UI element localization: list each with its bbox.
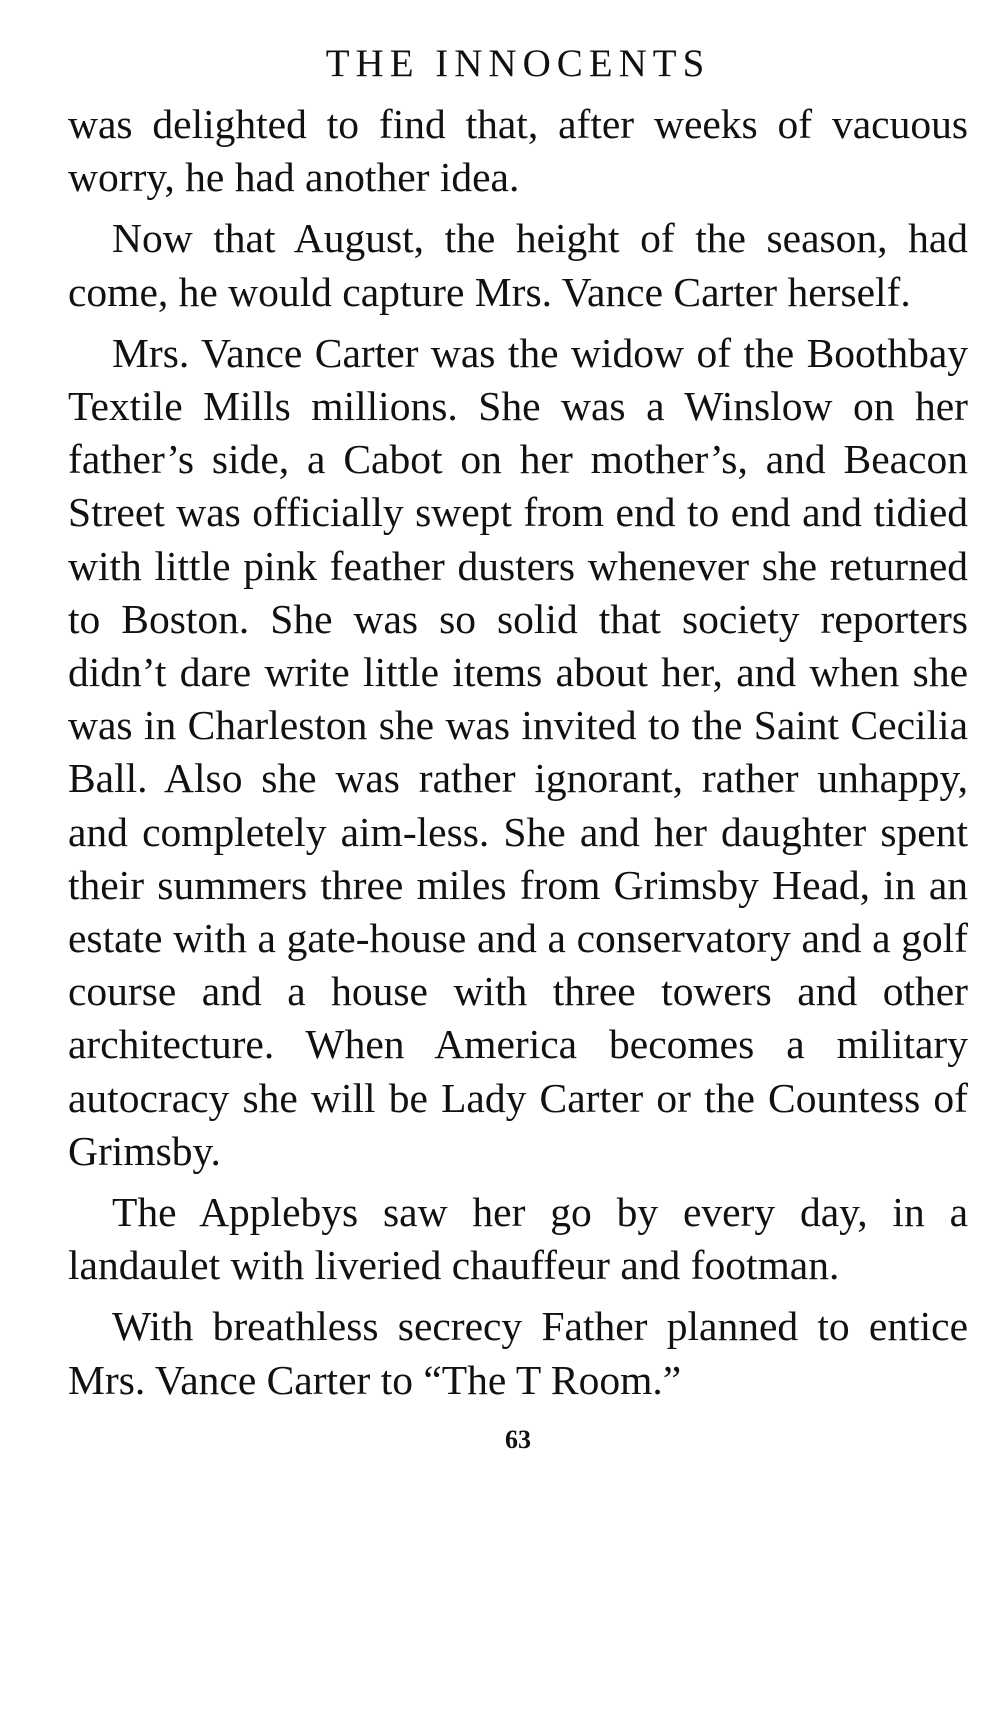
paragraph: With breathless secrecy Father planned to entice Mrs. Vance Carter to “The T Room.” [68, 1303, 968, 1403]
paragraph: The Applebys saw her go by every day, in a landaulet with liveried chauffeur and footman. [68, 1189, 968, 1289]
running-head: THE INNOCENTS [325, 42, 711, 85]
body-text [68, 98, 968, 1407]
paragraph: Now that August, the height of the season, had come, he would capture Mrs. Vance Carter herself. [68, 215, 968, 315]
paragraph-continuation: was delighted to find that, after weeks of vacuous worry, he had another idea. [68, 101, 968, 201]
page-number: 63 [505, 1424, 531, 1454]
paragraph: Mrs. Vance Carter was the widow of the Boothbay Textile Mills millions. She was a Winslow on her father’s side, a Cabot on her mother’s, and Beacon Street was officially swept from end to end and tidied with little pink feather dusters whenever she returned to Boston. She was so solid that society reporters didn’t dare write little items about her, and when she was in Charleston she was invited to the Saint Cecilia Ball. Also she was rather ignorant, rather unhappy, and completely aim-less. She and her daughter spent their summers three miles from Grimsby Head, in an estate with a gate-house and a conservatory and a golf course and a house with three towers and other architecture. When America becomes a military autocracy she will be Lady Carter or the Countess of Grimsby. [68, 329, 968, 1174]
book-page [68, 40, 968, 1455]
